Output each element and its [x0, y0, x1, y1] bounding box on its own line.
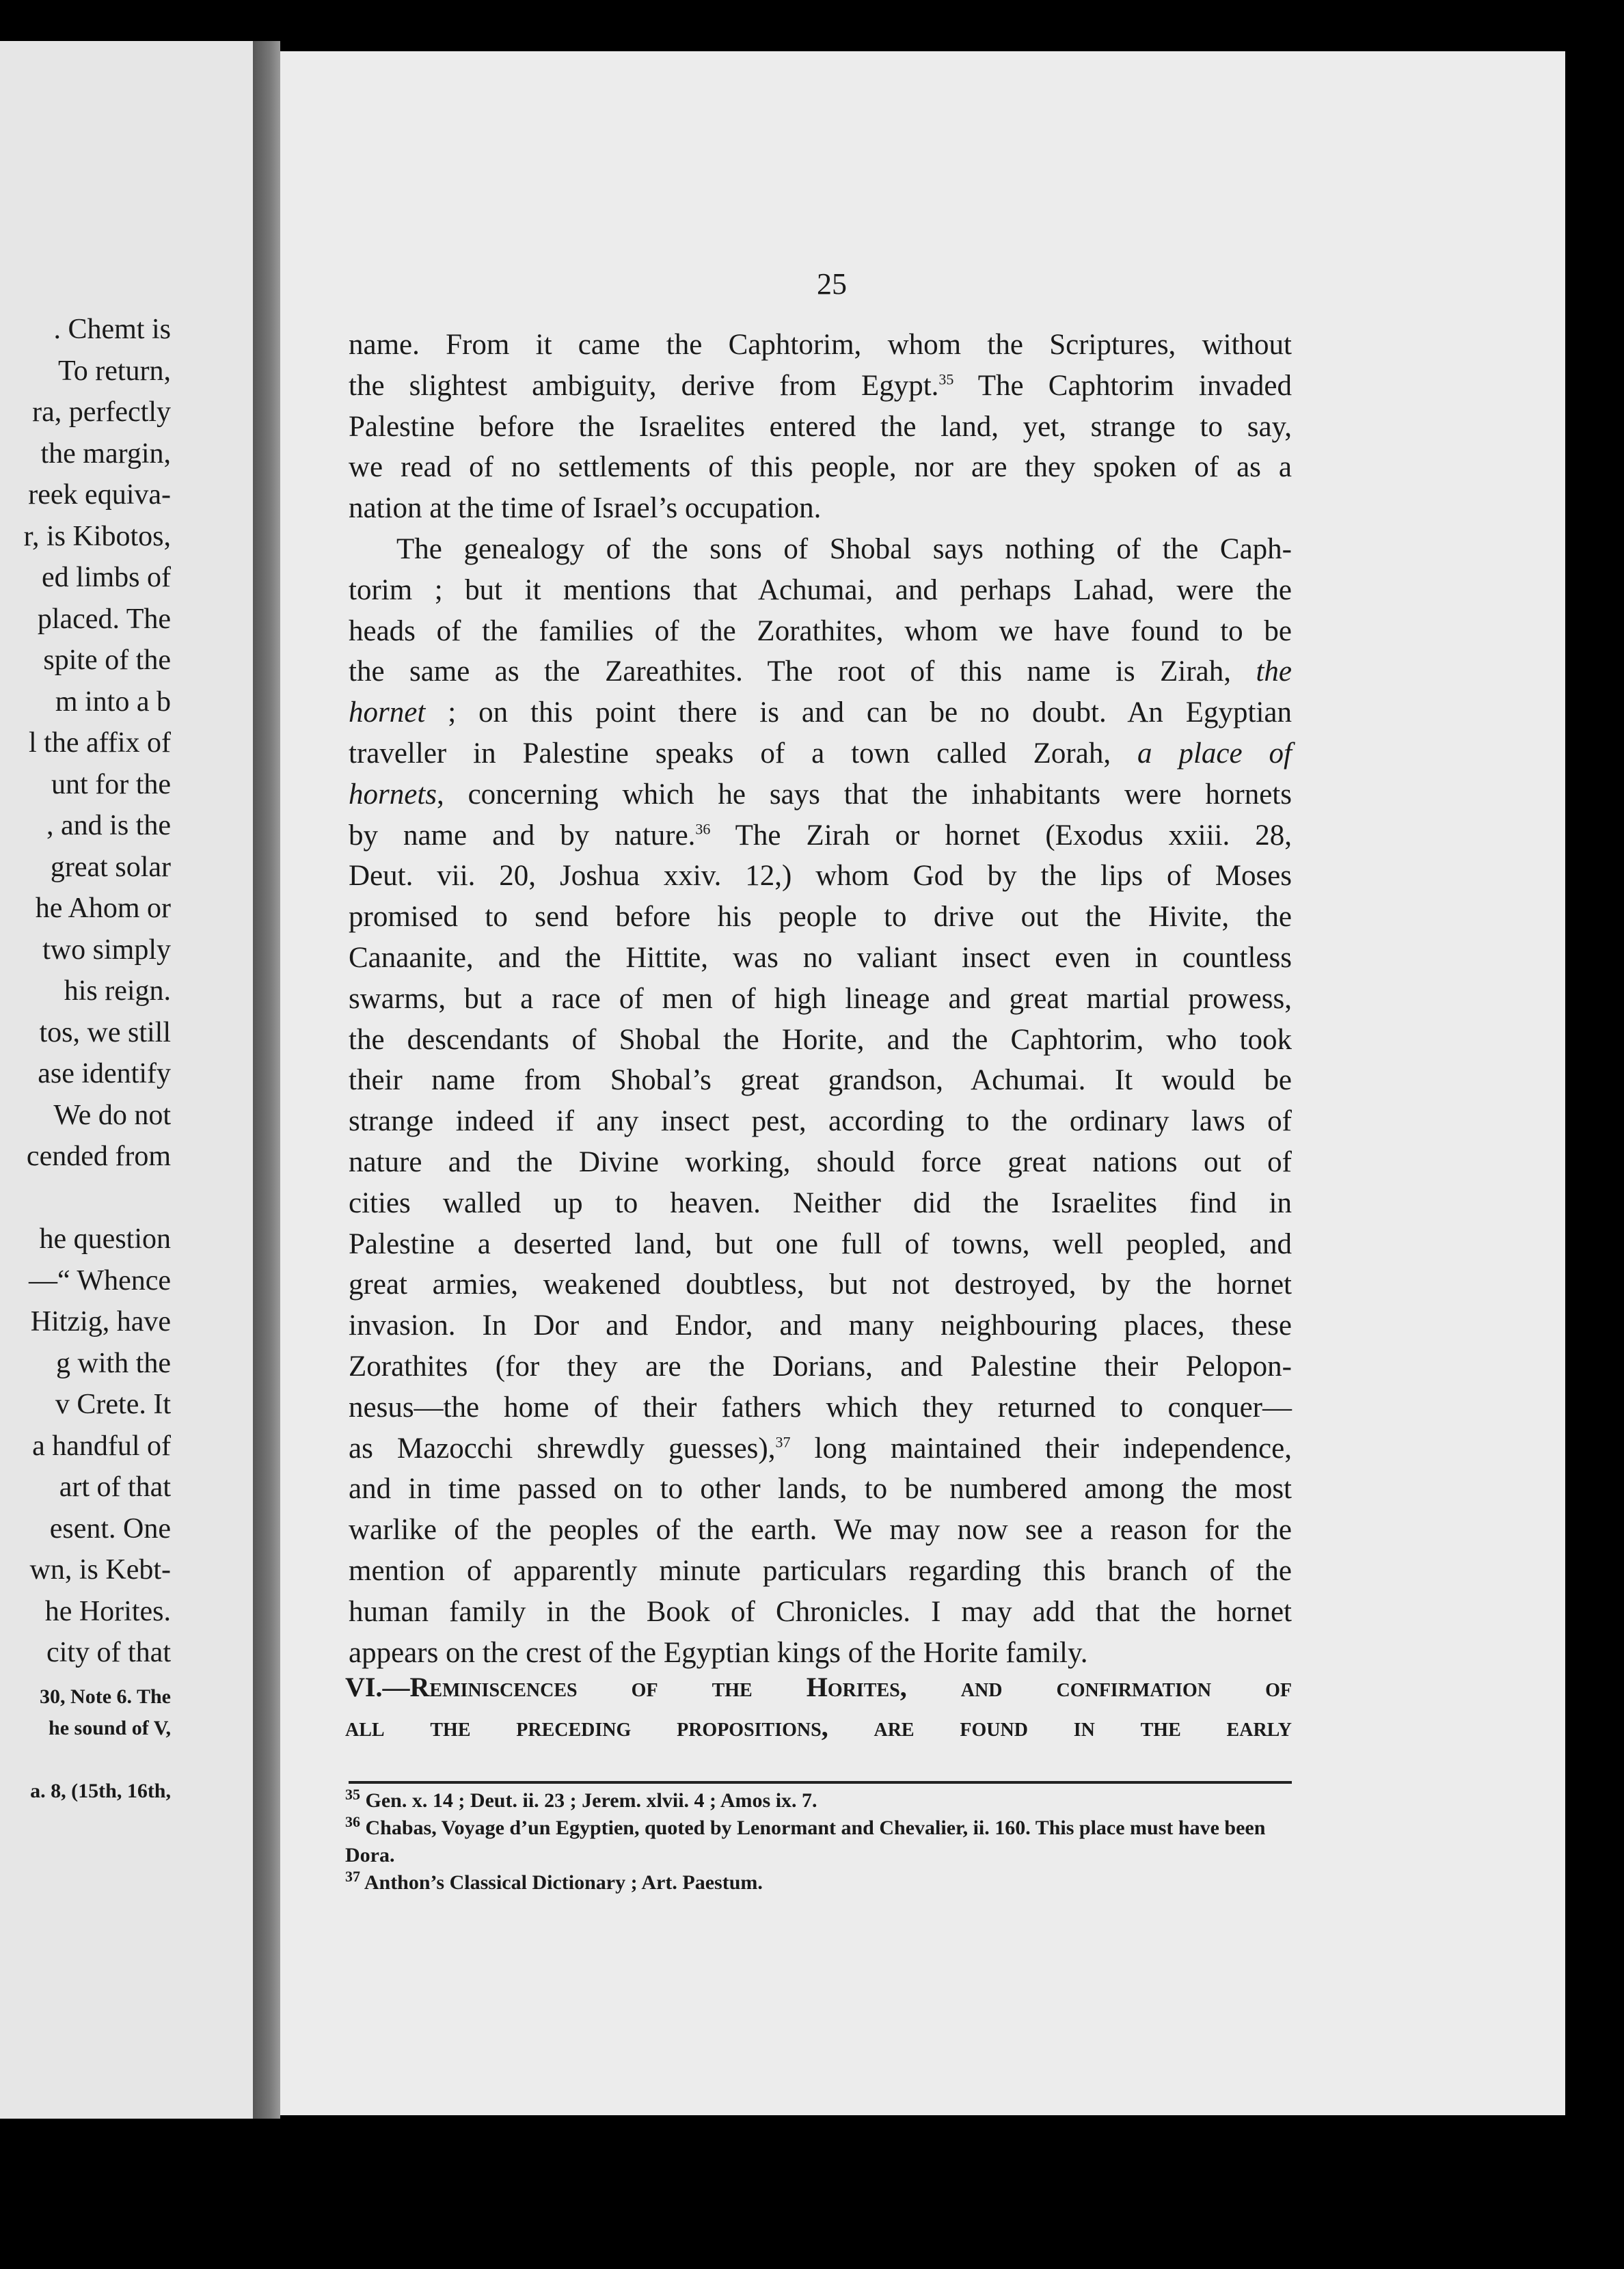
body-line-text: The Caphtorim invaded — [953, 369, 1292, 402]
body-line-text: warlike of the peoples of the earth. We may now see a reason for the — [349, 1514, 1292, 1547]
body-line — [349, 447, 1292, 488]
body-line — [349, 570, 1292, 611]
page-number: 25 — [817, 267, 847, 301]
book-gutter — [253, 41, 280, 2119]
footnote-marker: 37 — [775, 1433, 791, 1451]
body-line-text: swarms, but a race of men of high lineage and great martial prowess, — [349, 982, 1292, 1015]
left-page-line: —“ Whence — [29, 1264, 171, 1296]
body-line — [349, 1142, 1292, 1183]
body-line-text: promised to send before his people to drive out the Hivite, the — [349, 901, 1292, 934]
left-page-line: g with the — [56, 1347, 171, 1379]
footnote-text: Gen. x. 14 ; Deut. ii. 23 ; Jerem. xlvii. 4 ; Amos ix. 7. — [360, 1789, 817, 1812]
body-line-text: we read of no settlements of this people, nor are they spoken of as a — [349, 451, 1292, 484]
left-page-line: esent. One — [49, 1512, 171, 1545]
body-line — [349, 1060, 1292, 1101]
left-page-note: 30, Note 6. The — [40, 1685, 171, 1708]
footnote-marker: 35 — [938, 370, 954, 388]
left-page-line — [0, 1178, 171, 1219]
footnote — [345, 1787, 1292, 1815]
left-page-line: , and is the — [46, 810, 171, 841]
footnote-number: 37 — [345, 1868, 360, 1885]
body-line-text: nature and the Divine working, should force great nations out of — [349, 1145, 1292, 1178]
left-page-line: spite of the — [43, 644, 171, 676]
body-line-text: strange indeed if any insect pest, according to the ordinary laws of — [349, 1105, 1292, 1138]
body-line-text: human family in the Book of Chronicles. I may add that the hornet — [349, 1595, 1292, 1628]
footnote-marker: 36 — [695, 820, 711, 838]
body-line-text: by name and by nature. — [349, 819, 696, 852]
left-page-line: he question — [39, 1223, 171, 1255]
body-line-text: the same as the Zareathites. The root of this name is Zirah, the — [349, 655, 1292, 688]
body-line-text: great armies, weakened doubtless, but not destroyed, by the hornet — [349, 1268, 1292, 1301]
body-line — [349, 611, 1292, 652]
body-text — [349, 325, 1292, 1673]
left-page-line: city of that — [46, 1637, 171, 1668]
left-page-line: great solar — [50, 851, 171, 883]
left-page-line: v Crete. It — [55, 1389, 171, 1420]
body-line-text: mention of apparently minute particulars regarding this branch of the — [349, 1554, 1292, 1587]
body-line — [349, 529, 1292, 570]
section-heading-line: all the preceding propositions, are found in the early — [345, 1711, 1292, 1742]
left-page-line: art of that — [59, 1471, 171, 1503]
body-line — [349, 815, 1292, 856]
body-line-text: Palestine before the Israelites entered the land, yet, strange to say, — [349, 410, 1292, 443]
left-page-line: cended from — [26, 1141, 171, 1172]
left-page-line: We do not — [53, 1099, 171, 1131]
body-line — [349, 325, 1292, 366]
body-line — [349, 488, 1292, 529]
footnote-text: Anthon’s Classical Dictionary ; Art. Paestum. — [360, 1871, 763, 1894]
footnote-rule — [349, 1781, 1292, 1784]
footnotes — [345, 1787, 1292, 1897]
body-line-text: nation at the time of Israel’s occupation. — [349, 492, 822, 525]
body-line — [349, 1101, 1292, 1142]
left-page-line: . Chemt is — [53, 314, 171, 345]
footnote — [345, 1815, 1292, 1869]
body-line — [349, 1224, 1292, 1265]
left-page-line: To return, — [57, 355, 171, 387]
body-line-text: hornets, concerning which he says that the inhabitants were hornets — [349, 778, 1292, 811]
body-line — [349, 1551, 1292, 1592]
body-line — [349, 1387, 1292, 1428]
left-page-line: reek equiva- — [28, 479, 171, 511]
body-line-text: The Zirah or hornet (Exodus xxiii. 28, — [710, 819, 1292, 852]
body-line-text: hornet ; on this point there is and can be no doubt. An Egyptian — [349, 696, 1292, 729]
body-line-text: The genealogy of the sons of Shobal says nothing of the Caph- — [396, 532, 1292, 565]
left-page-line: wn, is Kebt- — [29, 1554, 171, 1586]
body-line — [349, 856, 1292, 897]
body-line — [349, 938, 1292, 979]
footnote — [345, 1869, 1292, 1897]
body-line — [349, 733, 1292, 774]
body-line-text: name. From it came the Caphtorim, whom the Scriptures, without — [349, 329, 1292, 361]
body-line — [349, 407, 1292, 448]
body-line-text: heads of the families of the Zorathites, whom we have found to be — [349, 614, 1292, 647]
body-line — [349, 979, 1292, 1020]
body-line — [349, 1183, 1292, 1224]
body-line-text: traveller in Palestine speaks of a town called Zorah, a place of — [349, 737, 1292, 770]
body-line-text: nesus—the home of their fathers which they returned to conquer— — [349, 1391, 1292, 1424]
body-line-text: Canaanite, and the Hittite, was no valiant insect even in countless — [349, 941, 1292, 974]
body-line — [349, 1346, 1292, 1387]
left-page-line: he Horites. — [44, 1595, 171, 1627]
body-line — [349, 1264, 1292, 1305]
left-page-line: r, is Kibotos, — [23, 520, 171, 552]
body-line — [349, 692, 1292, 733]
body-line-text: appears on the crest of the Egyptian kings of the Horite family. — [349, 1636, 1088, 1669]
body-line-text: invasion. In Dor and Endor, and many neighbouring places, these — [349, 1309, 1292, 1342]
footnote-number: 36 — [345, 1813, 360, 1830]
body-line — [349, 1020, 1292, 1061]
footnote-text: Chabas, Voyage d’un Egyptien, quoted by Lenormant and Chevalier, ii. 160. This place must have been Dora. — [345, 1817, 1266, 1866]
left-page-note — [0, 1744, 171, 1776]
section-heading — [345, 1668, 1292, 1747]
left-page-line: ase identify — [38, 1058, 171, 1089]
left-page-text — [0, 309, 171, 1674]
left-page-line: unt for the — [51, 768, 171, 800]
body-line-text: torim ; but it mentions that Achumai, and perhaps Lahad, were the — [349, 573, 1292, 606]
body-line — [349, 1305, 1292, 1346]
body-line — [349, 774, 1292, 815]
body-line-text: Palestine a deserted land, but one full of towns, well peopled, and — [349, 1227, 1292, 1260]
body-line — [349, 366, 1292, 407]
body-line — [349, 1510, 1292, 1551]
footnote-number: 35 — [345, 1786, 360, 1803]
body-line-text: Deut. vii. 20, Joshua xxiv. 12,) whom God by the lips of Moses — [349, 860, 1292, 893]
body-line — [349, 1428, 1292, 1469]
left-page-line: placed. The — [37, 603, 171, 635]
body-line-text: Zorathites (for they are the Dorians, and Palestine their Pelopon- — [349, 1350, 1292, 1383]
body-line-text: as Mazocchi shrewdly guesses), — [349, 1432, 776, 1465]
body-line-text: and in time passed on to other lands, to be numbered among the most — [349, 1473, 1292, 1506]
left-page-footnotes — [0, 1681, 171, 1807]
body-line-text: the descendants of Shobal the Horite, and the Caphtorim, who took — [349, 1023, 1292, 1056]
left-page-note: a. 8, (15th, 16th, — [30, 1780, 171, 1802]
section-heading-line: VI.—Reminiscences of the Horites, and confirmation of — [345, 1672, 1292, 1702]
body-line — [349, 1469, 1292, 1510]
body-line-text: cities walled up to heaven. Neither did the Israelites find in — [349, 1186, 1292, 1219]
left-page-line: tos, we still — [39, 1016, 171, 1048]
left-page-line: a handful of — [32, 1430, 171, 1462]
left-page-line: Hitzig, have — [30, 1306, 171, 1337]
body-line-text: the slightest ambiguity, derive from Egypt. — [349, 369, 939, 402]
body-line — [349, 651, 1292, 692]
left-page-line: ra, perfectly — [32, 396, 171, 428]
left-page-line: the margin, — [40, 437, 171, 470]
body-line — [349, 897, 1292, 938]
body-line-text: their name from Shobal’s great grandson, Achumai. It would be — [349, 1064, 1292, 1097]
body-line — [349, 1592, 1292, 1633]
left-page-line: ed limbs of — [42, 562, 171, 593]
left-page-line: he Ahom or — [35, 893, 171, 924]
left-page-line: l the affix of — [29, 727, 171, 759]
left-page-line: his reign. — [64, 975, 171, 1007]
body-line-text: long maintained their independence, — [790, 1432, 1292, 1465]
left-page — [0, 41, 253, 2119]
left-page-line: two simply — [42, 934, 171, 966]
left-page-note: he sound of V, — [49, 1717, 171, 1739]
left-page-line: m into a b — [55, 685, 171, 718]
